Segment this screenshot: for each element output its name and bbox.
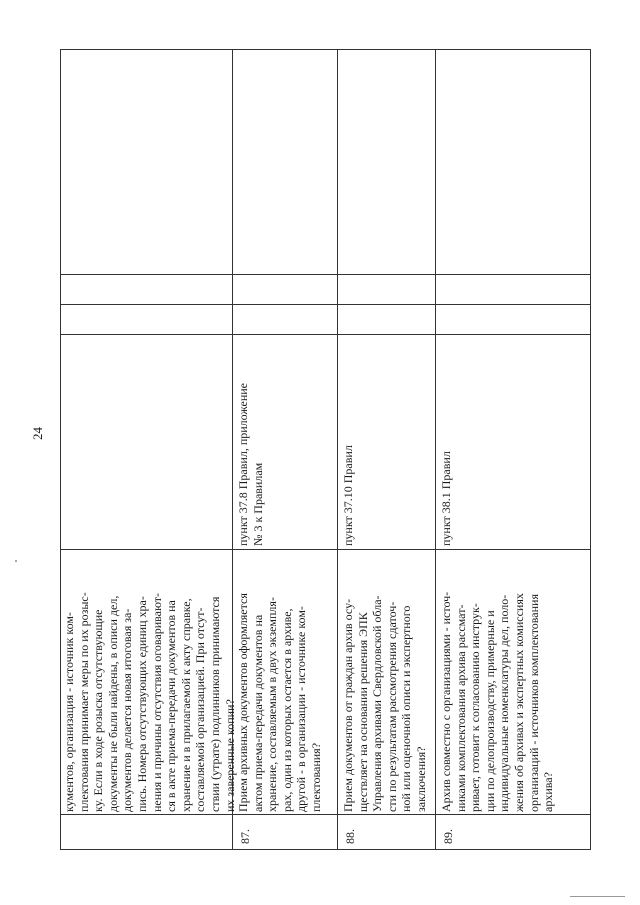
col-border-4 [60,304,591,305]
table-border-bottom [590,50,591,850]
col-border-2 [60,549,591,550]
row-number: 88. [343,829,357,844]
row-description: Прием архивных документов оформляется актом приема-передачи документов на хранение, составляемым в двух экземпля- рах, один из которых остается в архиве, другой - в организации - источнике ком- плектования? [236,593,323,812]
row-reference: пункт 37.10 Правил [341,445,355,546]
col-border-1 [60,814,591,815]
checklist-table [60,50,590,850]
col-border-right [60,49,591,50]
row-number: 87. [238,829,252,844]
row-reference: пункт 37.8 Правил, приложение № 3 к Правилам [236,383,265,546]
row-reference: пункт 38.1 Правил [439,451,453,546]
row-number: 89. [441,829,455,844]
margin-mark [15,560,17,562]
row-border-2 [337,50,338,850]
row-border-3 [435,50,436,850]
footer-rule [570,896,625,897]
row-reference [62,338,230,546]
row-description: Архив совместно с организациями - источ- никами комплектования архива рассмат- ривает, готовит к согласованию инструк- ции по делопроизводству, примерные и индивидуальные номенклатуры дел, поло- жения об архивах и экспертных комиссиях организаций - источников комплектования архива? [439,591,556,812]
col-border-3 [60,334,591,335]
col-border-left [60,849,591,850]
row-description: Прием документов от граждан архив осу- ществляет на основании решения ЭПК Управления архивами Свердловской обла- сти по результатам рассмотрения сдаточ- ной или оценочной описи и экспертного заключения? [341,595,428,812]
page-number: 24 [30,427,45,440]
table-border-top [60,50,61,850]
col-border-5 [60,274,591,275]
row-description: кументов, организация - источник ком- плектования принимает меры по их розыс- ку. Если в ходе розыска отсутствующие документы не были найдены, в описи дел, документов делается новая итоговая за- пись. Номера отсутствующих единиц хра- нения и причины отсутствия оговаривают- ся в акте приема-передачи документов на хранение и в прилагаемой к акту справке, составляемой организацией. При отсут- ствии (утрате) подлинников принимаются их заверенные копии? [62,592,237,812]
